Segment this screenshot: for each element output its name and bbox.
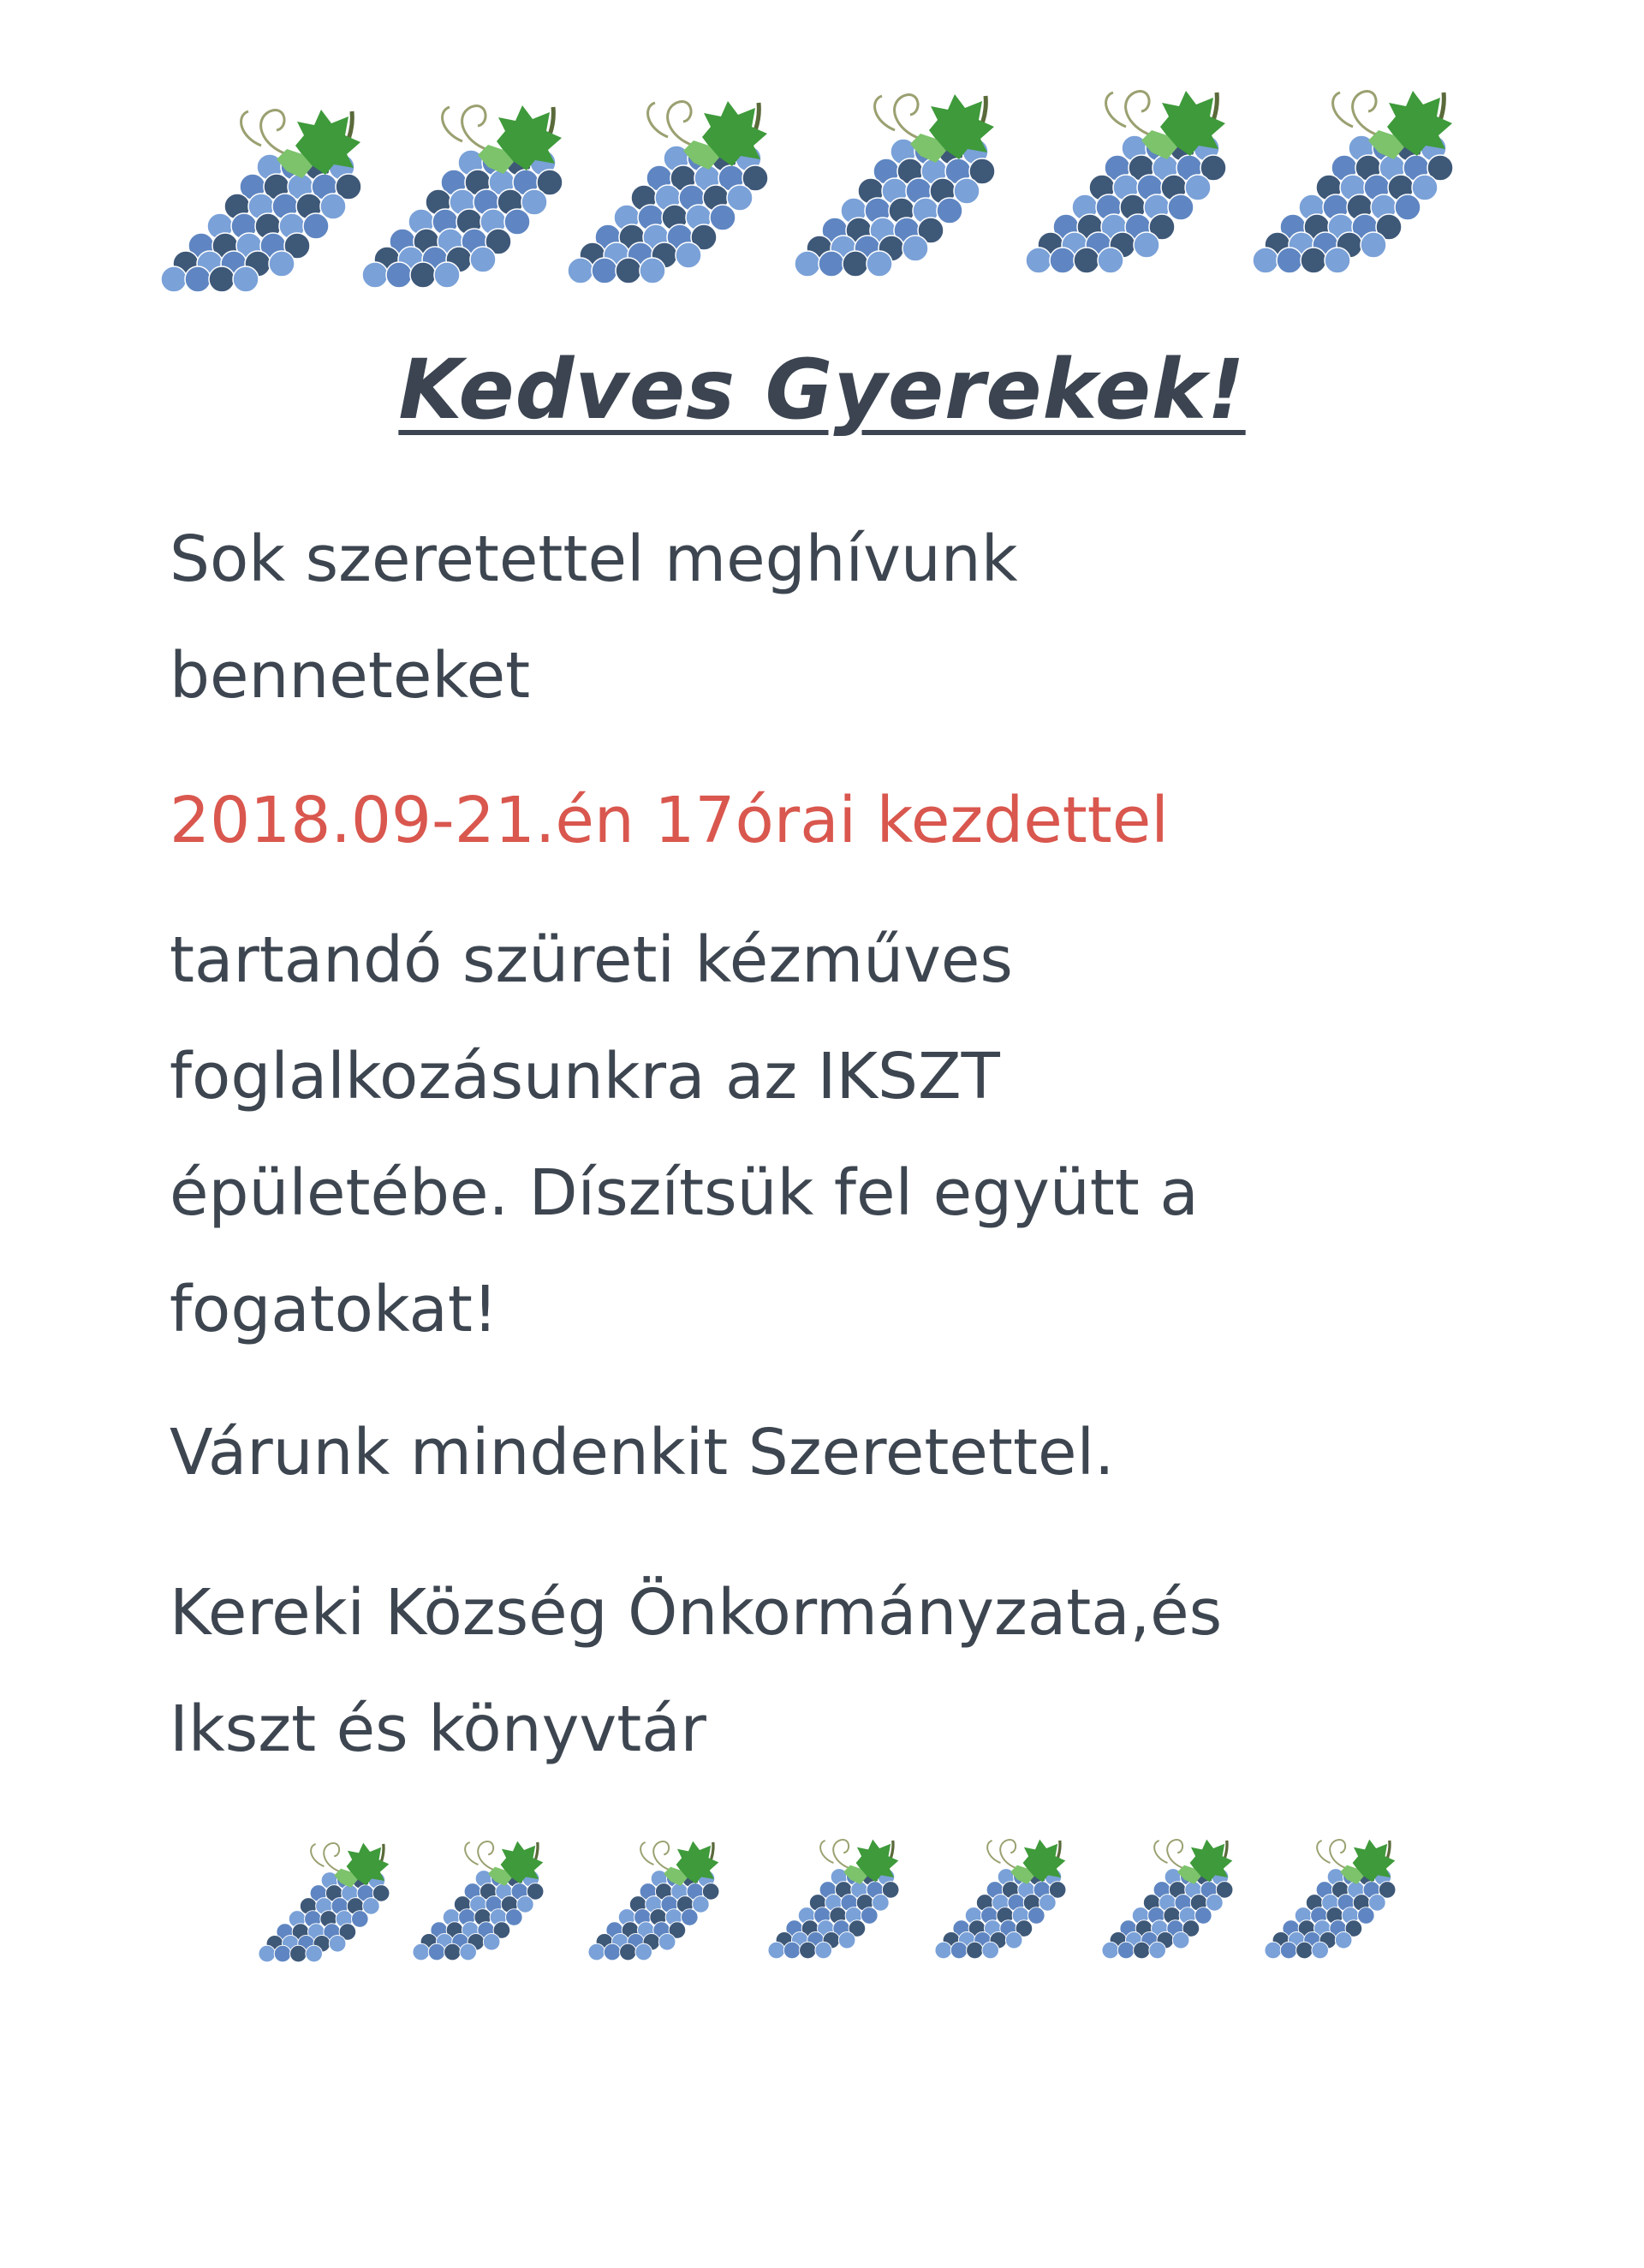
grape-cluster-icon bbox=[411, 1823, 557, 1968]
signature-block bbox=[170, 1555, 1557, 1788]
grape-cluster-icon bbox=[587, 1823, 732, 1968]
event-datetime bbox=[170, 762, 1557, 879]
closing-text bbox=[170, 1394, 1557, 1511]
event-details bbox=[170, 902, 1557, 1368]
grape-cluster-icon bbox=[565, 77, 788, 291]
intro-line-2: benneteket bbox=[170, 639, 531, 713]
closing-line: Várunk mindenkit Szeretettel. bbox=[170, 1416, 1115, 1489]
grape-cluster-icon bbox=[1023, 67, 1246, 281]
grape-cluster-icon bbox=[360, 81, 582, 295]
grape-cluster-icon bbox=[933, 1821, 1079, 1967]
invitation-title bbox=[0, 338, 1644, 441]
grape-cluster-icon bbox=[1100, 1821, 1246, 1967]
grape-cluster-icon bbox=[257, 1824, 402, 1970]
grape-cluster-icon bbox=[158, 86, 381, 300]
intro-text bbox=[170, 501, 1557, 734]
title-text: Kedves Gyerekek! bbox=[398, 342, 1246, 438]
intro-line-1: Sok szeretettel meghívunk bbox=[170, 522, 1018, 596]
details-line-4: fogatokat! bbox=[170, 1273, 498, 1346]
details-line-1: tartandó szüreti kézműves bbox=[170, 923, 1013, 997]
grape-cluster-icon bbox=[792, 70, 1015, 284]
signature-line-1: Kereki Község Önkormányzata,és bbox=[170, 1576, 1223, 1650]
details-line-3: épületébe. Díszítsük fel együtt a bbox=[170, 1156, 1199, 1230]
bottom-grape-row bbox=[0, 1799, 1644, 2004]
top-grape-row bbox=[0, 0, 1644, 308]
details-line-2: foglalkozásunkra az IKSZT bbox=[170, 1040, 1000, 1113]
datetime-text: 2018.09-21.én 17órai kezdettel bbox=[170, 784, 1169, 857]
grape-cluster-icon bbox=[766, 1821, 912, 1967]
grape-cluster-icon bbox=[1263, 1821, 1409, 1967]
signature-line-2: Ikszt és könyvtár bbox=[170, 1692, 706, 1766]
grape-cluster-icon bbox=[1250, 67, 1473, 281]
